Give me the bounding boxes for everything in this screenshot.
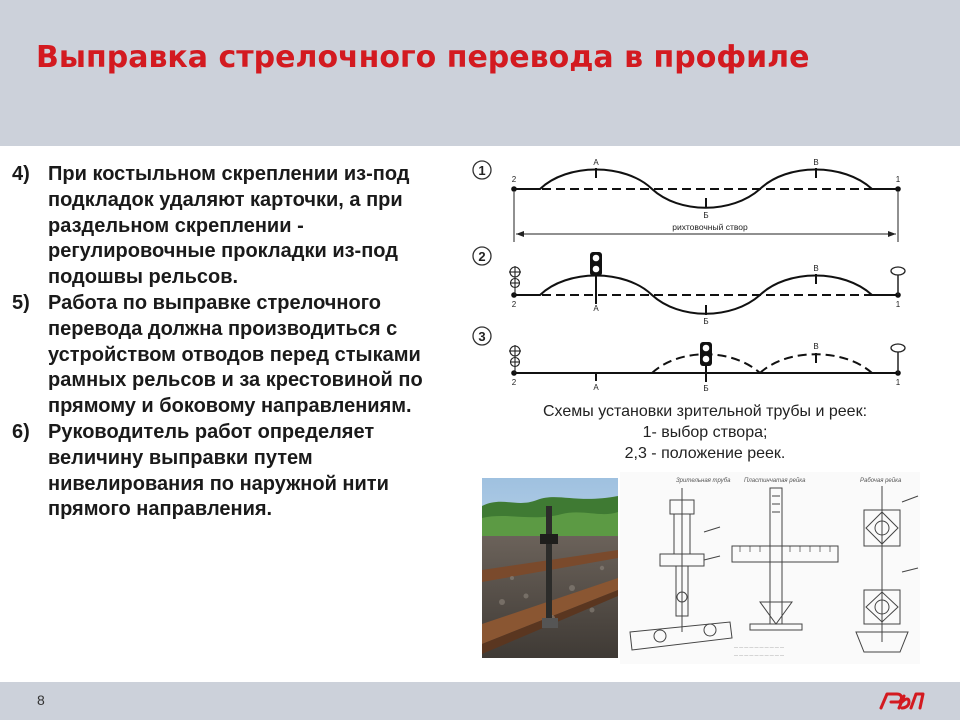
point-label: 2 <box>511 378 517 387</box>
instruction-list <box>12 162 424 523</box>
point-marker <box>511 186 517 192</box>
leveling-staff-icon <box>700 342 712 382</box>
stvor-label: рихтовочный створ <box>672 222 748 232</box>
schemes-caption <box>470 401 940 464</box>
scheme-number: 2 <box>478 249 486 264</box>
svg-text:— — — — — — — — — —: — — — — — — — — — — <box>734 644 785 649</box>
point-label: Б <box>703 317 709 326</box>
scheme-number: 1 <box>478 163 486 178</box>
point-label: А <box>593 304 599 313</box>
rzd-logo-icon <box>878 690 926 712</box>
caption-line: 2,3 - положение реек. <box>624 445 786 462</box>
arrow <box>888 231 896 237</box>
point-marker <box>895 186 901 192</box>
target-rod-icon <box>891 344 905 373</box>
item-text: Работа по выправке стрелочного перевода должна производиться с устройством отводов перед стыками рамных рельсов и за крестовиной по прямому и боковому направлениям. <box>48 291 423 418</box>
point-label: 1 <box>895 378 901 387</box>
scheme-2 <box>473 247 905 326</box>
arrow <box>516 231 524 237</box>
leveling-staff-icon <box>590 252 602 304</box>
slide-title: Выправка стрелочного перевода в профиле <box>36 40 810 75</box>
list-item <box>12 291 424 420</box>
point-label: 2 <box>511 300 517 309</box>
target-rod-icon <box>891 267 905 295</box>
item-number: 5) <box>12 291 30 314</box>
point-label: А <box>593 158 599 167</box>
drawing-label: Пластинчатая рейка <box>744 478 806 484</box>
list-item <box>12 162 424 291</box>
item-text: Руководитель работ определяет величину выправки путем нивелирования по наружной нити прямого направления. <box>48 420 389 521</box>
point-label: А <box>593 383 599 392</box>
item-number: 4) <box>12 163 30 185</box>
point-label: 2 <box>511 175 517 184</box>
item-number: 6) <box>12 420 30 443</box>
telescope-icon <box>509 345 521 373</box>
point-label: Б <box>703 384 709 392</box>
sighting-schemes-diagram <box>462 152 938 392</box>
field-photo <box>482 478 618 658</box>
scheme-1 <box>473 158 901 242</box>
point-label: 1 <box>895 300 901 309</box>
footer-band <box>0 682 960 720</box>
item-text: При костыльном скреплении из-под подкладок удаляют карточки, а при раздельном скреплении - регулировочные прокладки из-под подошвы рельсов. <box>48 163 410 289</box>
point-label: 1 <box>895 175 901 184</box>
point-label: В <box>813 158 819 167</box>
scheme-number: 3 <box>478 329 486 344</box>
point-marker <box>511 370 517 376</box>
point-marker <box>511 292 517 298</box>
drawing-label: Зрительная труба <box>676 478 731 484</box>
caption-line: 1- выбор створа; <box>642 424 768 441</box>
svg-text:— — — — — — — — — —: — — — — — — — — — — <box>734 652 785 657</box>
page-number: 8 <box>37 692 45 708</box>
drawing-label: Рабочая рейка <box>860 478 902 484</box>
telescope-icon <box>509 266 521 295</box>
caption-line: Схемы установки зрительной трубы и реек: <box>542 403 868 420</box>
point-label: В <box>813 342 819 351</box>
scheme-3 <box>473 327 905 392</box>
point-label: В <box>813 264 819 273</box>
technical-drawings <box>620 472 920 664</box>
list-item <box>12 420 424 523</box>
point-label: Б <box>703 211 709 220</box>
